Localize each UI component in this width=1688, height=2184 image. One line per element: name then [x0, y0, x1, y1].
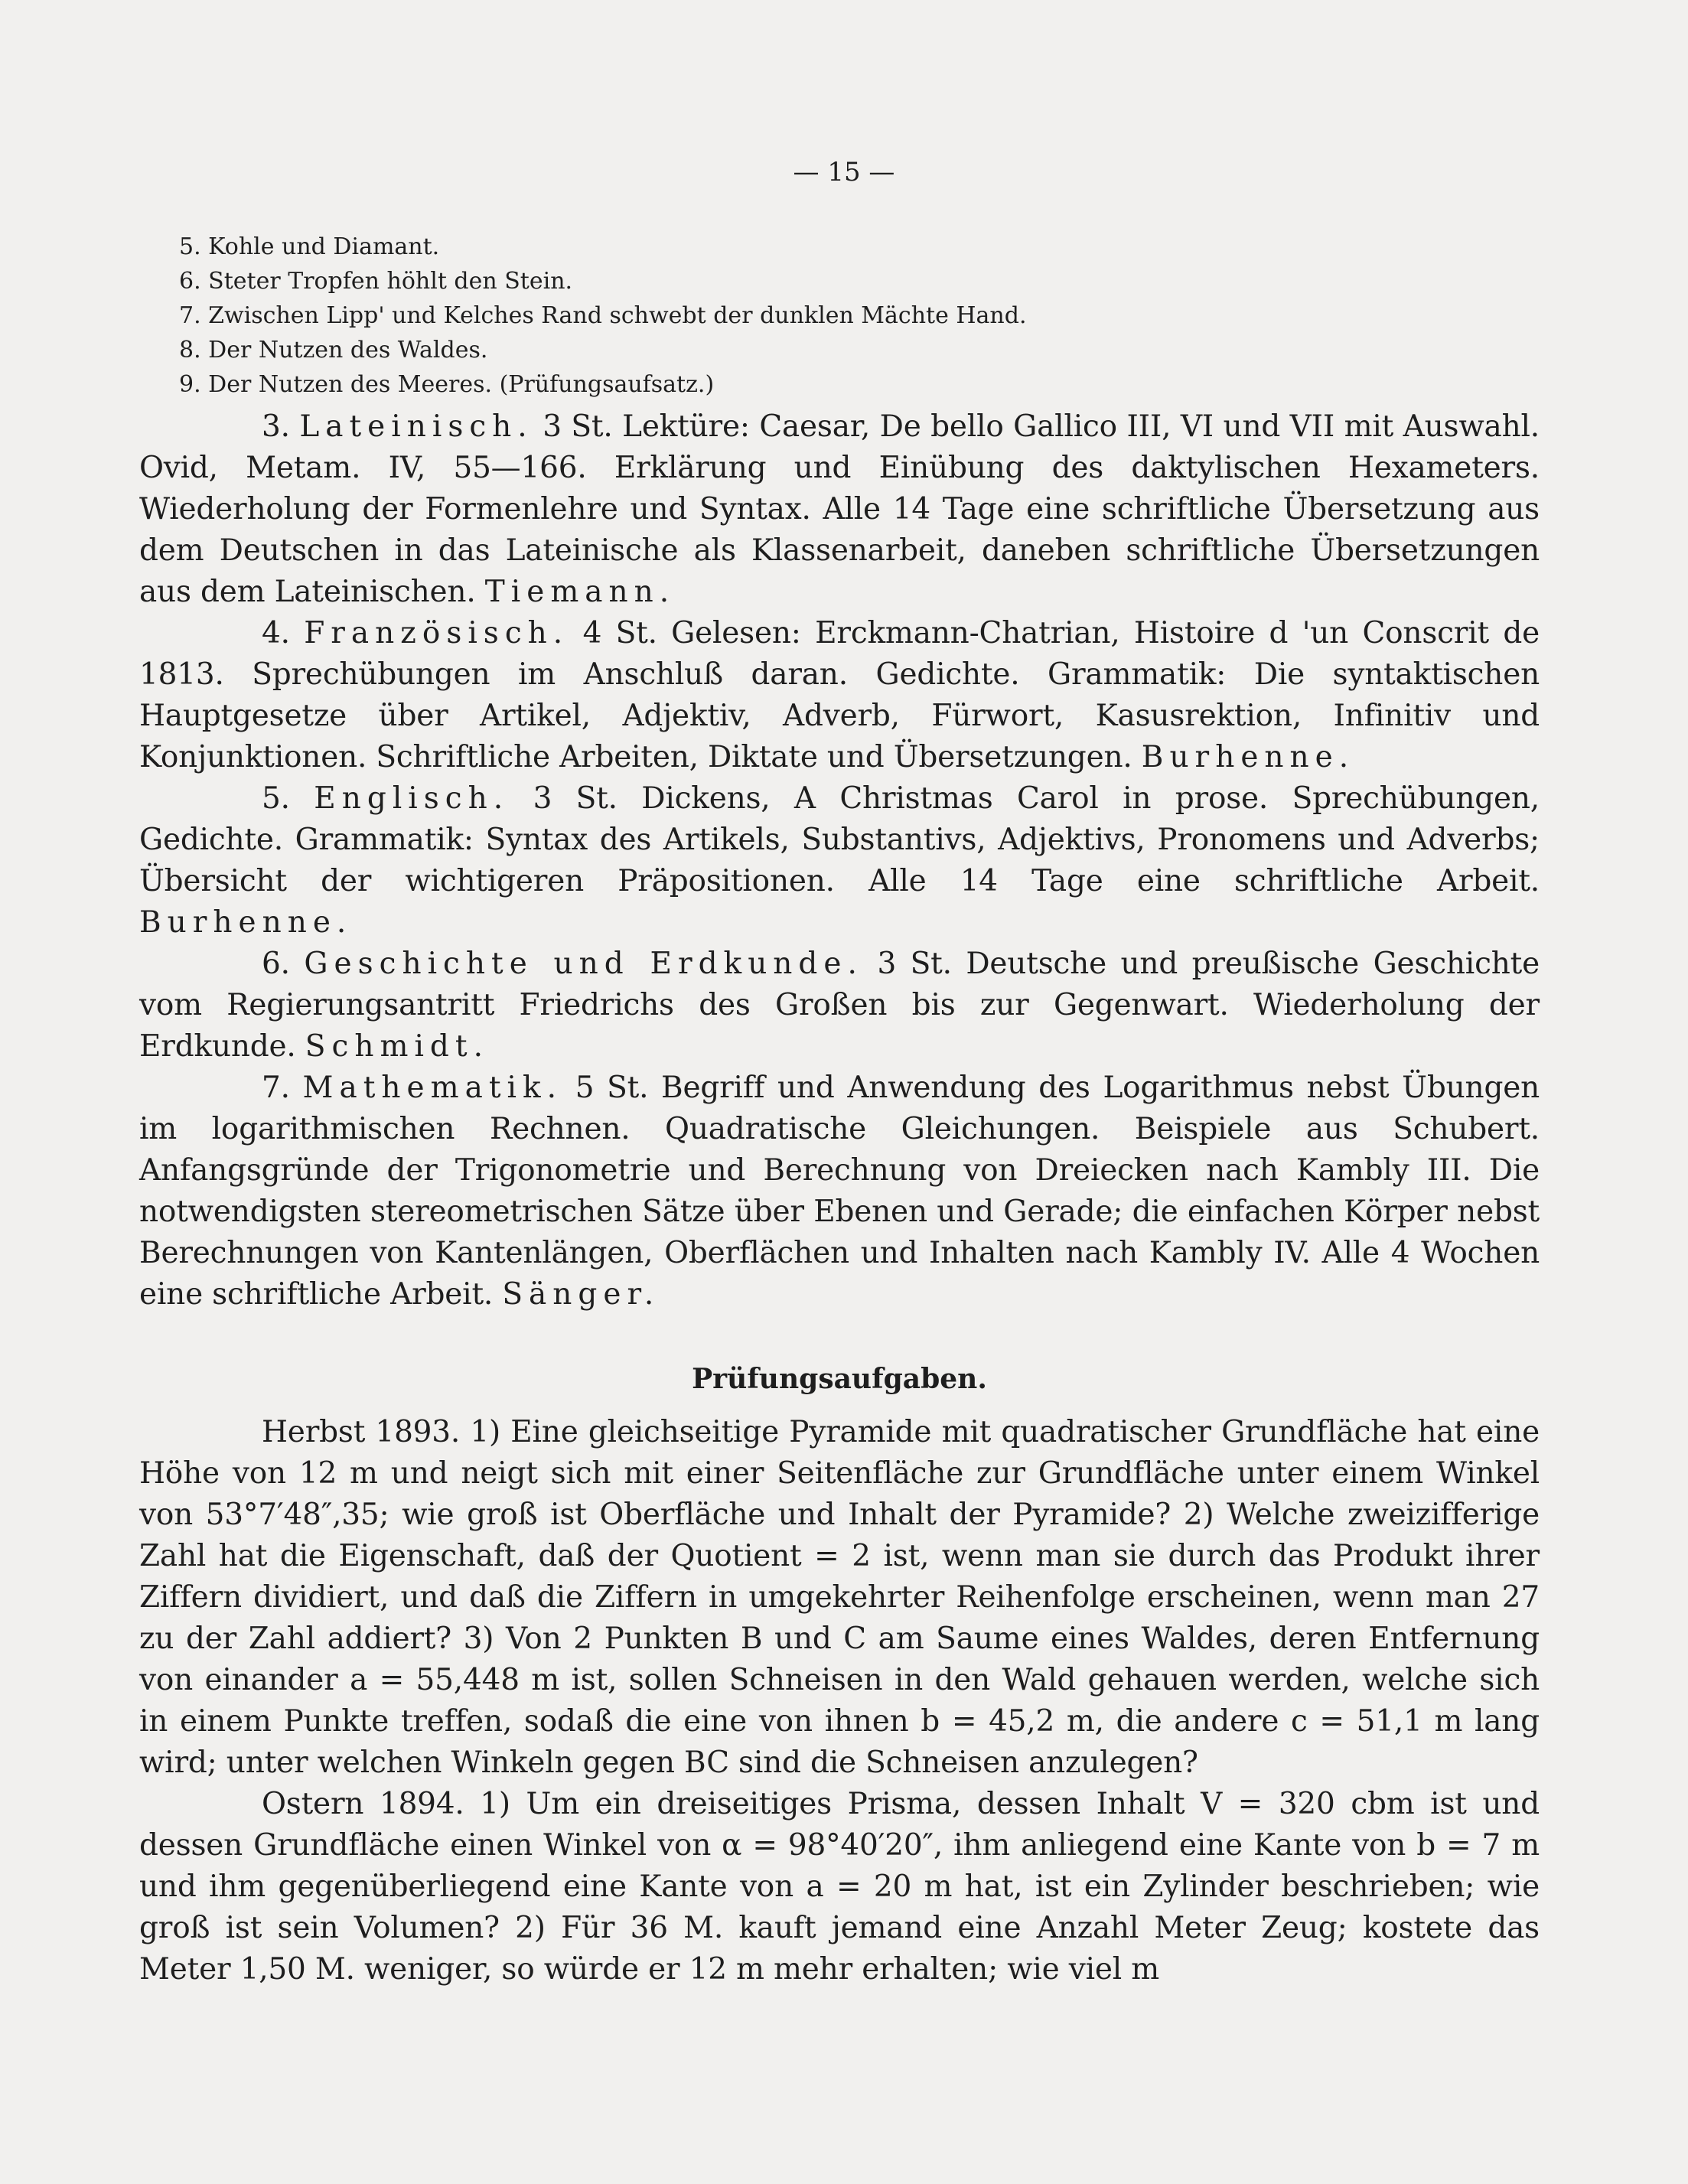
subject-name: Geschichte und Erdkunde. [304, 947, 863, 981]
list-item: 7. Zwischen Lipp' und Kelches Rand schwebt der dunklen Mächte Hand. [179, 302, 1027, 329]
subject-name: Englisch. [314, 781, 510, 816]
subject-name: Mathematik. [302, 1071, 563, 1105]
essay-topic-list [139, 230, 1540, 402]
subject-name: Französisch. [304, 616, 569, 650]
subject-text: 4 St. Gelesen: Erckmann-Chatrian, Histoire d 'un Conscrit de 1813. Sprechübungen im Anschluß daran. Gedichte. Grammatik: Die syntaktischen Hauptgesetze über Artikel, Adjektiv, Adverb, Fürwort, Kasusrektion, Infinitiv und Konjunktionen. Schriftliche Arbeiten, Diktate und Übersetzungen. [139, 616, 1540, 774]
exam-easter-1894: Ostern 1894. 1) Um ein dreiseitiges Prisma, dessen Inhalt V = 320 cbm ist und dessen Grundfläche einen Winkel von α = 98°40′20″, ihm anliegend eine Kante von b = 7 m und ihm gegenüberliegend eine Kante von a = 20 m hat, ist ein Zylinder beschrieben; wie groß ist sein Volumen? 2) Für 36 M. kauft jemand eine Anzahl Meter Zeug; kostete das Meter 1,50 M. weniger, so würde er 12 m mehr erhalten; wie viel m [139, 1787, 1540, 1987]
subject-french [139, 613, 1540, 778]
page-number: — 15 — [793, 157, 895, 187]
subject-history-geography [139, 944, 1540, 1068]
list-item: 6. Steter Tropfen höhlt den Stein. [179, 268, 573, 295]
subject-number: 7. [262, 1071, 290, 1105]
subject-number: 4. [262, 616, 290, 650]
page-content [139, 230, 1540, 1990]
subject-number: 6. [262, 947, 290, 981]
subject-teacher: Sänger. [502, 1277, 660, 1312]
subject-number: 3. [262, 409, 290, 444]
exam-autumn-1893: Herbst 1893. 1) Eine gleichseitige Pyramide mit quadratischer Grundfläche hat eine Höhe von 12 m und neigt sich mit einer Seitenfläche zur Grundfläche unter einem Winkel von 53°7′48″,35; wie groß ist Oberfläche und Inhalt der Pyramide? 2) Welche zweizifferige Zahl hat die Eigenschaft, daß der Quotient = 2 ist, wenn man sie durch das Produkt ihrer Ziffern dividiert, und daß die Ziffern in umgekehrter Reihenfolge erscheinen, wenn man 27 zu der Zahl addiert? 3) Von 2 Punkten B und C am Saume eines Waldes, deren Entfernung von einander a = 55,448 m ist, sollen Schneisen in den Wald gehauen werden, welche sich in einem Punkte treffen, sodaß die eine von ihnen b = 45,2 m, die andere c = 51,1 m lang wird; unter welchen Winkeln gegen BC sind die Schneisen anzulegen? [139, 1415, 1540, 1780]
subject-teacher: Tiemann. [484, 575, 676, 609]
subject-latin [139, 406, 1540, 613]
subject-english [139, 778, 1540, 944]
subject-text: 5 St. Begriff und Anwendung des Logarithmus nebst Übungen im logarithmischen Rechnen. Quadratische Gleichungen. Beispiele aus Schubert. Anfangsgründe der Trigonometrie und Berechnung von Dreiecken nach Kambly III. Die notwendigsten stereometrischen Sätze über Ebenen und Gerade; die einfachen Körper nebst Berechnungen von Kantenlängen, Oberflächen und Inhalten nach Kambly IV. Alle 4 Wochen eine schriftliche Arbeit. [139, 1071, 1540, 1312]
subject-text: 3 St. Dickens, A Christmas Carol in prose. Sprechübungen, Gedichte. Grammatik: Syntax des Artikels, Substantivs, Adjektivs, Pronomens und Adverbs; Übersicht der wichtigeren Präpositionen. Alle 14 Tage eine schriftliche Arbeit. [139, 781, 1540, 898]
subject-mathematics [139, 1068, 1540, 1315]
exam-heading: Prüfungsaufgaben. [692, 1363, 987, 1395]
subject-text: 3 St. Deutsche und preußische Geschichte vom Regierungsantritt Friedrichs des Großen bis zur Gegenwart. Wiederholung der Erdkunde. [139, 947, 1540, 1064]
list-item: 5. Kohle und Diamant. [179, 233, 440, 260]
subject-number: 5. [262, 781, 290, 816]
subject-teacher: Burhenne. [1141, 740, 1355, 774]
subject-teacher: Schmidt. [305, 1029, 489, 1064]
subject-name: Lateinisch. [299, 409, 533, 444]
subject-teacher: Burhenne. [139, 905, 353, 940]
subject-text: 3 St. Lektüre: Caesar, De bello Gallico III, VI und VII mit Auswahl. Ovid, Metam. IV, 55—166. Erklärung und Einübung des daktylischen Hexameters. Wiederholung der Formenlehre und Syntax. Alle 14 Tage eine schriftliche Übersetzung aus dem Deutschen in das Lateinische als Klassenarbeit, daneben schriftliche Übersetzungen aus dem Lateinischen. [139, 409, 1540, 609]
list-item: 8. Der Nutzen des Waldes. [179, 337, 488, 363]
list-item: 9. Der Nutzen des Meeres. (Prüfungsaufsatz.) [179, 371, 715, 398]
